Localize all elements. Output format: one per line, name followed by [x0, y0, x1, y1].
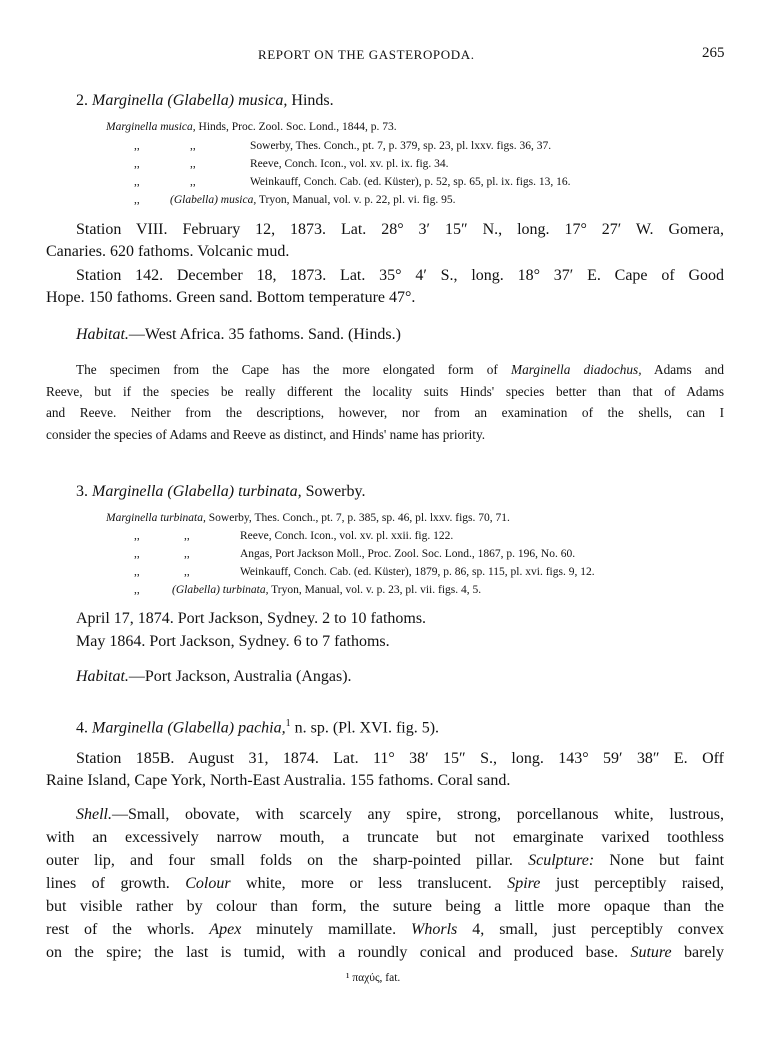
reference-line: ,, (Glabella) turbinata, Tryon, Manual, vol. v. p. 23, pl. vii. figs. 4, 5.	[134, 584, 482, 596]
note-paragraph-line: and Reeve. Neither from the descriptions, however, nor from an examination of the shells, can I	[46, 405, 724, 420]
genus: Marginella	[92, 719, 164, 737]
station-line: Hope. 150 fathoms. Green sand. Bottom temperature 47°.	[46, 289, 416, 306]
reference-line: Marginella turbinata, Sowerby, Thes. Conch., pt. 7, p. 385, sp. 46, pl. lxxv. figs. 70, 71.	[106, 512, 510, 524]
genus: Marginella	[92, 483, 164, 500]
subgenus: (Glabella)	[167, 92, 235, 109]
species-name: turbinata,	[238, 483, 302, 500]
description-line: with an excessively narrow mouth, a truncate but not emarginate varixed toothless	[46, 829, 724, 846]
species-name: pachia,	[238, 719, 286, 737]
reference-line: ,, ,, Reeve, Conch. Icon., vol. xv. pl. ix. fig. 34.	[134, 158, 449, 170]
habitat-line: Habitat.—West Africa. 35 fathoms. Sand. (Hinds.)	[76, 326, 401, 343]
description-line: but visible rather by colour than form, the suture being a little more opaque than the	[46, 898, 724, 915]
species-3-heading	[76, 483, 365, 501]
locality-line: May 1864. Port Jackson, Sydney. 6 to 7 fathoms.	[76, 633, 390, 650]
species-4-heading: 4. Marginella (Glabella) pachia,$^1$ n. sp. (Pl. XVI. fig. 5).	[76, 718, 440, 737]
note-paragraph-line: Reeve, but if the species be really different the locality suits Hinds' species better than that of Adams	[46, 384, 724, 399]
habitat-line: Habitat.—Port Jackson, Australia (Angas).	[76, 668, 352, 685]
subgenus: (Glabella)	[167, 483, 235, 500]
running-title: REPORT ON THE GASTEROPODA.	[258, 47, 475, 62]
page-number: 265	[702, 45, 725, 61]
station-line: Canaries. 620 fathoms. Volcanic mud.	[46, 243, 290, 260]
note-paragraph-line: consider the species of Adams and Reeve as distinct, and Hinds' name has priority.	[46, 427, 486, 442]
reference-line: Marginella musica, Hinds, Proc. Zool. Soc. Lond., 1844, p. 73.	[106, 121, 397, 133]
description-line: rest of the whorls. Apex minutely mamillate. Whorls 4, small, just perceptibly convex	[46, 921, 724, 938]
reference-line: ,, ,, Weinkauff, Conch. Cab. (ed. Küster), 1879, p. 86, sp. 115, pl. xvi. figs. 9, 12.	[134, 566, 595, 578]
species-number: 3.	[76, 483, 88, 500]
description-line: Shell.—Small, obovate, with scarcely any spire, strong, porcellanous white, lustrous,	[76, 806, 724, 823]
reference-line: ,, (Glabella) musica, Tryon, Manual, vol. v. p. 22, pl. vi. fig. 95.	[134, 194, 456, 206]
genus: Marginella	[92, 92, 164, 109]
locality-line: April 17, 1874. Port Jackson, Sydney. 2 to 10 fathoms.	[76, 610, 427, 627]
author: Sowerby.	[305, 483, 366, 500]
reference-line: ,, ,, Angas, Port Jackson Moll., Proc. Zool. Soc. Lond., 1867, p. 196, No. 60.	[134, 548, 576, 560]
reference-line: ,, ,, Weinkauff, Conch. Cab. (ed. Küster), p. 52, sp. 65, pl. ix. figs. 13, 16.	[134, 176, 571, 188]
reference-line: ,, ,, Sowerby, Thes. Conch., pt. 7, p. 379, sp. 23, pl. lxxv. figs. 36, 37.	[134, 140, 552, 152]
species-2-heading	[76, 92, 334, 110]
subgenus: (Glabella)	[167, 719, 235, 737]
description-line: outer lip, and four small folds on the sharp-pointed pillar. Sculpture: None but faint	[46, 852, 725, 869]
footnote-marker: 1	[285, 718, 291, 729]
reference-line: ,, ,, Reeve, Conch. Icon., vol. xv. pl. xxii. fig. 122.	[134, 530, 454, 542]
author: Hinds.	[291, 92, 334, 109]
species-number: 2.	[76, 92, 88, 109]
station-line: Station VIII. February 12, 1873. Lat. 28° 3′ 15″ N., long. 17° 27′ W. Gomera,	[76, 221, 724, 238]
species-name: musica,	[238, 92, 288, 109]
station-line: Station 142. December 18, 1873. Lat. 35° 4′ S., long. 18° 37′ E. Cape of Good	[76, 267, 724, 284]
species-number: 4.	[76, 719, 88, 737]
station-line: Station 185B. August 31, 1874. Lat. 11° 38′ 15″ S., long. 143° 59′ 38″ E. Off	[76, 750, 724, 767]
description-line: lines of growth. Colour white, more or less translucent. Spire just perceptibly raised,	[46, 875, 725, 892]
description-line: on the spire; the last is tumid, with a roundly conical and produced base. Suture barely	[46, 944, 724, 961]
note-paragraph-line: The specimen from the Cape has the more elongated form of Marginella diadochus, Adams and	[76, 362, 725, 377]
station-line: Raine Island, Cape York, North-East Australia. 155 fathoms. Coral sand.	[46, 772, 511, 789]
footnote: ¹ παχύς, fat.	[346, 972, 401, 984]
